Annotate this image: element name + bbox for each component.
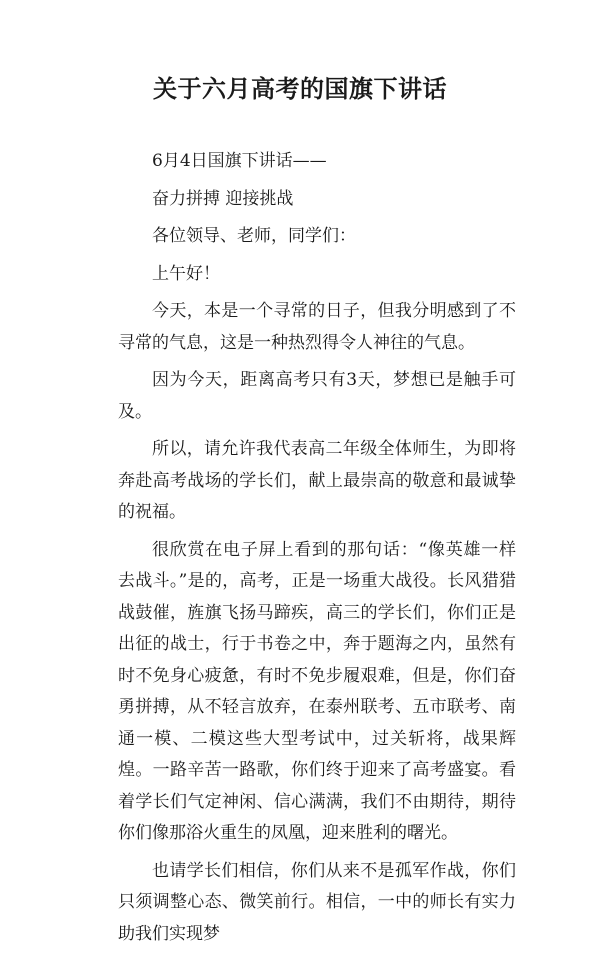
document-title: 关于六月高考的国旗下讲话 (153, 74, 447, 103)
paragraph-body: 今天，本是一个寻常的日子，但我分明感到了不寻常的气息，这是一种热烈得令人神往的气息。 (118, 301, 516, 353)
document-body (118, 146, 516, 956)
paragraph-body: 很欣赏在电子屏上看到的那句话：“像英雄一样去战斗。”是的，高考，正是一场重大战役。长风猎猎战鼓催，旌旗飞扬马蹄疾，高三的学长们，你们正是出征的战士，行于书卷之中，奔于题海之内，虽然有时不免身心疲惫，有时不免步履艰难，但是，你们奋勇拼搏，从不轻言放弃，在泰州联考、五市联考、南通一模、二模这些大型考试中，过关斩将，战果辉煌。一路辛苦一路歌，你们终于迎来了高考盛宴。看着学长们气定神闲、信心满满，我们不由期待，期待你们像那浴火重生的凤凰，迎来胜利的曙光。 (118, 539, 516, 843)
paragraph-date-heading: 6月4日国旗下讲话—— (152, 151, 327, 171)
paragraph-body: 所以，请允许我代表高二年级全体师生，为即将奔赴高考战场的学长们，献上最崇高的敬意和最诚挚的祝福。 (118, 439, 516, 522)
paragraph-subtitle: 奋力拼搏 迎接挑战 (152, 188, 294, 209)
paragraph-salutation: 各位领导、老师，同学们： (152, 226, 356, 246)
paragraph-greeting: 上午好！ (152, 263, 220, 284)
paragraph-body: 因为今天，距离高考只有3天，梦想已是触手可及。 (118, 370, 516, 422)
paragraph-body: 也请学长们相信，你们从来不是孤军作战，你们只须调整心态、微笑前行。相信，一中的师长有实力助我们实现梦 (118, 860, 516, 944)
